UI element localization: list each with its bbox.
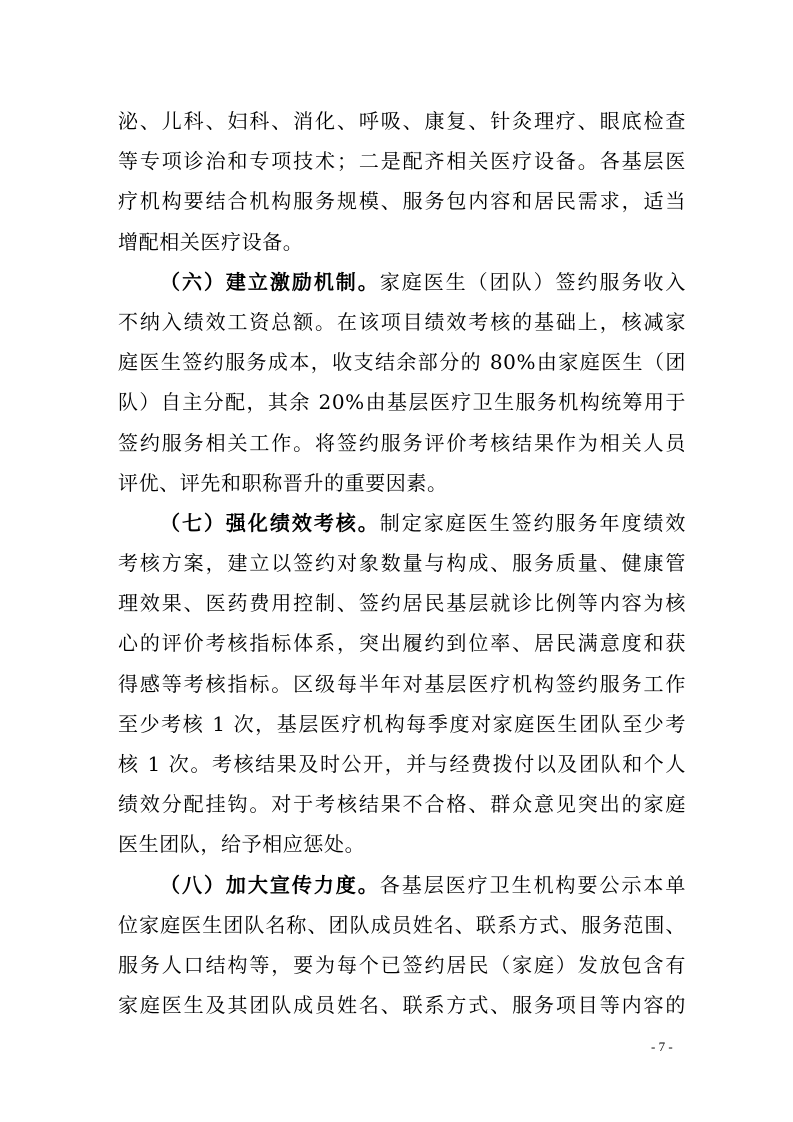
line-text: 绩效分配挂钩。对于考核结果不合格、群众意见突出的家庭	[118, 792, 686, 817]
line-text: 位家庭医生团队名称、团队成员姓名、联系方式、服务范围、	[118, 912, 686, 937]
line-text: 得感等考核指标。区级每半年对基层医疗机构签约服务工作	[118, 671, 686, 696]
line-text: 核 1 次。考核结果及时公开，并与经费拨付以及团队和个人	[118, 752, 686, 776]
text-line	[118, 302, 686, 342]
line-text: 不纳入绩效工资总额。在该项目绩效考核的基础上，核减家	[118, 309, 686, 334]
paragraph-start-line	[118, 865, 686, 905]
line-text: 理效果、医药费用控制、签约居民基层就诊比例等内容为核	[118, 591, 686, 616]
text-line	[118, 985, 686, 1025]
line-text: 评优、评先和职称晋升的重要因素。	[118, 470, 448, 495]
line-text: 疗机构要结合机构服务规模、服务包内容和居民需求，适当	[118, 189, 686, 214]
text-line	[118, 382, 686, 422]
line-text: 服务人口结构等，要为每个已签约居民（家庭）发放包含有	[118, 952, 686, 977]
section-heading: （八）加大宣传力度。	[160, 872, 380, 897]
text-line	[118, 744, 686, 784]
line-text: 队）自主分配，其余 20%由基层医疗卫生服务机构统筹用于	[118, 390, 686, 415]
text-line	[118, 664, 686, 704]
line-text: 增配相关医疗设备。	[118, 229, 304, 254]
line-text: 庭医生签约服务成本，收支结余部分的 80%由家庭医生（团	[118, 350, 686, 375]
text-line	[118, 905, 686, 945]
line-text: 各基层医疗卫生机构要公示本单	[379, 872, 687, 897]
line-text: 考核方案，建立以签约对象数量与构成、服务质量、健康管	[118, 551, 686, 576]
text-line	[118, 342, 686, 382]
text-line	[118, 181, 686, 221]
line-text: 家庭医生及其团队成员姓名、联系方式、服务项目等内容的	[118, 993, 686, 1018]
line-text: 等专项诊治和专项技术；二是配齐相关医疗设备。各基层医	[118, 149, 686, 174]
section-heading: （六）建立激励机制。	[160, 269, 380, 294]
text-line	[118, 101, 686, 141]
line-text: 医生团队，给予相应惩处。	[118, 832, 366, 857]
text-line	[118, 463, 686, 503]
body-text	[118, 101, 686, 1025]
text-line	[118, 623, 686, 663]
page-number: - 7 -	[651, 1039, 673, 1054]
text-line	[118, 945, 686, 985]
line-text: 心的评价考核指标体系，突出履约到位率、居民满意度和获	[118, 631, 686, 656]
line-text: 至少考核 1 次，基层医疗机构每季度对家庭医生团队至少考	[118, 711, 686, 736]
paragraph-start-line	[118, 503, 686, 543]
text-line	[118, 784, 686, 824]
paragraph-start-line	[118, 262, 686, 302]
line-text: 签约服务相关工作。将签约服务评价考核结果作为相关人员	[118, 430, 686, 455]
section-heading: （七）强化绩效考核。	[160, 510, 380, 535]
text-line	[118, 583, 686, 623]
line-text: 家庭医生（团队）签约服务收入	[379, 269, 687, 294]
text-line	[118, 543, 686, 583]
text-line	[118, 824, 686, 864]
text-line	[118, 222, 686, 262]
text-line	[118, 704, 686, 744]
line-text: 泌、儿科、妇科、消化、呼吸、康复、针灸理疗、眼底检查	[118, 109, 686, 133]
text-line	[118, 423, 686, 463]
text-line	[118, 141, 686, 181]
line-text: 制定家庭医生签约服务年度绩效	[379, 510, 687, 535]
